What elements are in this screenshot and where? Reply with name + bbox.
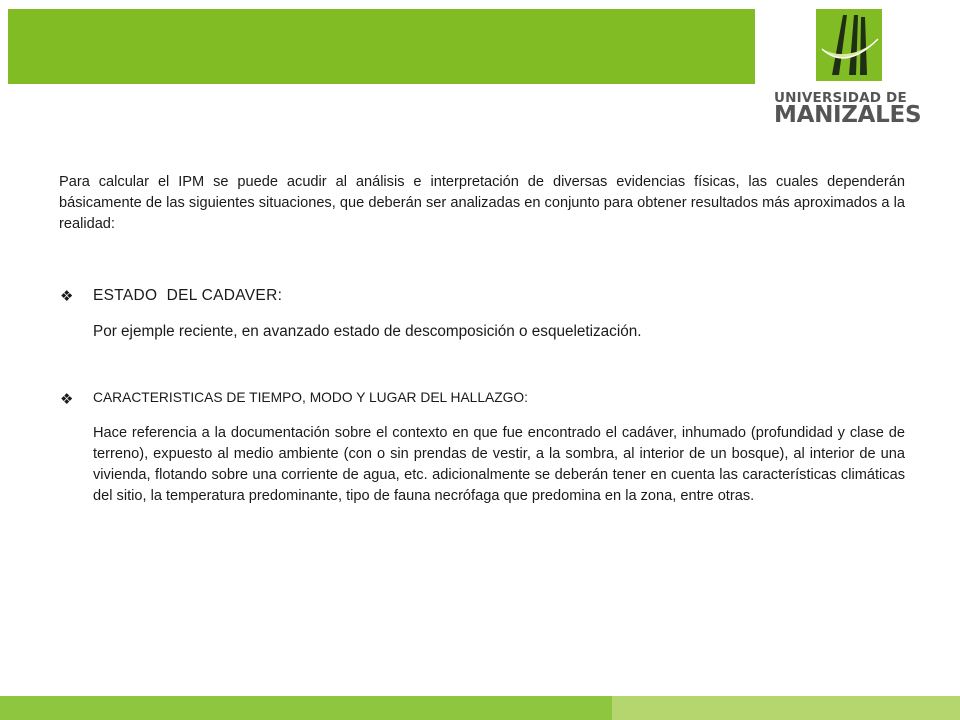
bottom-band-right — [612, 696, 960, 720]
logo-line-2: MANIZALES — [774, 102, 922, 128]
section-heading-estado — [93, 287, 282, 305]
university-emblem-icon — [816, 9, 882, 81]
diamond-bullet-icon: ❖ — [60, 288, 74, 305]
logo-line-1: UNIVERSIDAD DE — [774, 90, 907, 106]
section-heading-text: ESTADO DEL CADAVER — [93, 287, 278, 304]
section-heading-suffix: : — [524, 390, 528, 405]
section-description-estado: Por ejemple reciente, en avanzado estado de descomposición o esqueletización. — [93, 323, 642, 340]
bottom-band-left — [0, 696, 612, 720]
top-green-band — [8, 9, 755, 84]
section-heading-text: CARACTERISTICAS DE TIEMPO, MODO Y LUGAR DEL HALLAZGO — [93, 390, 525, 405]
university-logo — [766, 9, 956, 129]
diamond-bullet-icon: ❖ — [60, 391, 74, 408]
section-heading-caracteristicas — [93, 390, 528, 405]
intro-paragraph: Para calcular el IPM se puede acudir al análisis e interpretación de diversas evidencias físicas, las cuales dependerán básicamente de las siguientes situaciones, que deberán ser analizadas en conjunto para obtener resultados más aproximados a la realidad: — [59, 174, 905, 232]
section-heading-suffix: : — [277, 287, 283, 304]
section-description-caracteristicas: Hace referencia a la documentación sobre el contexto en que fue encontrado el cadáver, inhumado (profundidad y clase de terreno), expuesto al medio ambiente (con o sin prendas de vestir, a la sombra, al interior de un bosque), al interior de una vivienda, flotando sobre una corriente de agua, etc. adicionalmente se deberán tener en cuenta las características climáticas del sitio, la temperatura predominante, tipo de fauna necrófaga que predomina en la zona, entre otras. — [93, 425, 905, 504]
